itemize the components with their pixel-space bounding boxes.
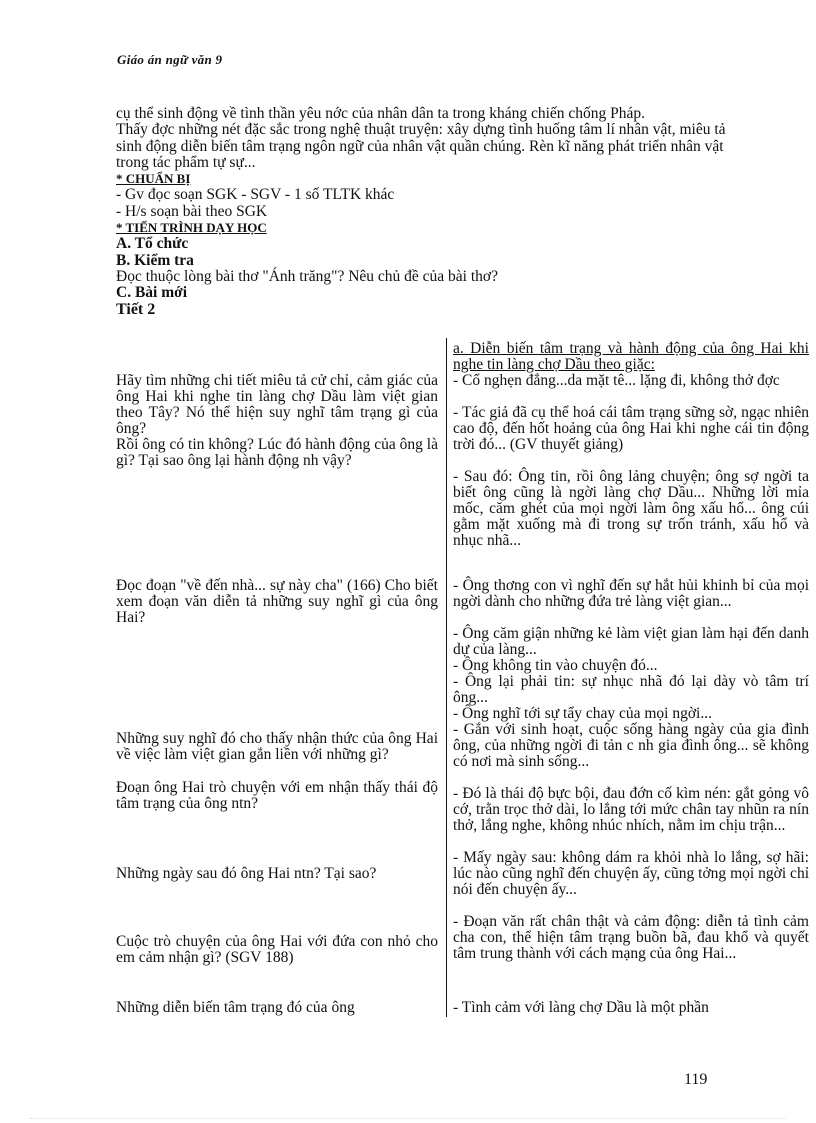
answer-item: - Đoạn văn rất chân thật và cảm động: diễn tả tình cảm cha con, thể hiện tâm trạng buồn bã, đau khổ và quyết tâm trung thành với cách mạng của ông Hai... [453,913,809,962]
column-divider [446,338,447,1017]
answer-item: - Tác giả đã cụ thể hoá cái tâm trạng sững sờ, ngạc nhiên cao độ, đến hốt hoảng của ông Hai khi nghe cái tin động trời đó... (GV thuyết giảng) [453,404,809,453]
section-c-heading: C. Bài mới [116,284,188,302]
lesson-intro [116,106,738,318]
intro-paragraph-1: cụ thể sinh động về tình thần yêu nớc của nhân dân ta trong kháng chiến chống Pháp. [116,105,646,122]
answer-item: - Cổ nghẹn đắng...da mặt tê... lặng đi, không thở đợc [453,372,780,389]
prep-item: - Gv đọc soạn SGK - SGV - 1 số TLTK khác [116,186,395,204]
page-number: 119 [684,1071,708,1088]
page-header-title: Giáo án ngữ văn 9 [117,52,223,67]
teacher-question: Hãy tìm những chi tiết miêu tả cử chỉ, cảm giác của ông Hai khi nghe tin làng chợ Dầu làm việt gian theo Tây? Nó thể hiện suy nghĩ tâm trạng gì của ông? [116,372,438,437]
answer-item: - Sau đó: Ông tin, rồi ông lảng chuyện; ông sợ ngời ta biết ông cũng là ngời làng chợ Dầu... Những lời mỉa mốc, căm ghét của mọi ngời làm ông xấu hổ... ông cúi gằm mặt xuống mà đi trong sự trốn tránh, xấu hổ và nhục nhã... [453,468,809,549]
footer-divider [30,1118,786,1119]
teacher-question: Đọc đoạn "về đến nhà... sự này cha" (166) Cho biết xem đoạn văn diễn tả những suy nghĩ gì của ông Hai? [116,577,438,626]
answer-item: - Ông nghĩ tới sự tẩy chay của mọi ngời... [453,705,712,722]
answer-item: - Ông lại phải tin: sự nhục nhã đó lại dày vò tâm trí ông... [453,673,809,706]
period-heading: Tiết 2 [116,300,156,318]
answer-item: - Ông thơng con vì nghĩ đến sự hắt hủi khinh bỉ của mọi ngời dành cho những đứa trẻ làng việt gian... [453,577,809,610]
teacher-question: Đoạn ông Hai trò chuyện với em nhận thấy thái độ tâm trạng của ông ntn? [116,779,438,812]
answer-item: - Đó là thái độ bực bội, đau đớn cố kìm nén: gắt gỏng vô cớ, trằn trọc thở dài, lo lắng tới mức chân tay nhũn ra nín thở, lắng nghe, không nhúc nhích, nằm im chịu trận... [453,785,809,834]
answer-item: - Tình cảm với làng chợ Dầu là một phần [453,999,709,1016]
teacher-question: Rồi ông có tin không? Lúc đó hành động của ông là gì? Tại sao ông lại hành động nh vậy? [116,436,438,469]
process-heading: * TIẾN TRÌNH DẠY HỌC [116,220,267,236]
teacher-question: Cuộc trò chuyện của ông Hai với đứa con nhỏ cho em cảm nhận gì? (SGV 188) [116,933,438,966]
analysis-heading: a. Diễn biến tâm trạng và hành động của ông Hai khi nghe tin làng chợ Dầu theo giặc: [453,340,809,373]
prep-heading: * CHUẨN BỊ [116,171,191,187]
teacher-question: Những ngày sau đó ông Hai ntn? Tại sao? [116,865,377,882]
teacher-question: Những diễn biến tâm trạng đó của ông [116,999,355,1016]
answer-item: - Mấy ngày sau: không dám ra khỏi nhà lo lắng, sợ hãi: lúc nào cũng nghĩ đến chuyện ấy, cũng tởng mọi ngời chỉ nói đến chuyện ấy... [453,849,809,898]
answer-item: - Ông căm giận những kẻ làm việt gian làm hại đến danh dự của làng... [453,625,809,658]
lesson-table [116,338,811,1017]
section-a-heading: A. Tổ chức [116,235,189,253]
section-b-heading: B. Kiểm tra [116,251,194,269]
prep-item: - H/s soạn bài theo SGK [116,202,268,220]
intro-paragraph-2: Thấy đợc những nét đặc sắc trong nghệ thuật truyện: xây dựng tình huống tâm lí nhân vật, miêu tả sinh động diễn biến tâm trạng ngôn ngữ của nhân vật quần chúng. Rèn kĩ năng phát triển nhân vật trong tác phẩm tự sự... [116,121,726,171]
answer-item: - Gắn với sinh hoạt, cuộc sống hàng ngày của gia đình ông, của những ngời đi tản c nh gia đình ông... sẽ không có nơi mà sinh sống... [453,721,809,770]
answer-item: - Ông không tin vào chuyện đó... [453,657,658,674]
check-question: Đọc thuộc lòng bài thơ "Ánh trăng"? Nêu chủ đề của bài thơ? [116,267,498,285]
teacher-question: Những suy nghĩ đó cho thấy nhận thức của ông Hai về việc làm việt gian gắn liền với những gì? [116,730,438,763]
